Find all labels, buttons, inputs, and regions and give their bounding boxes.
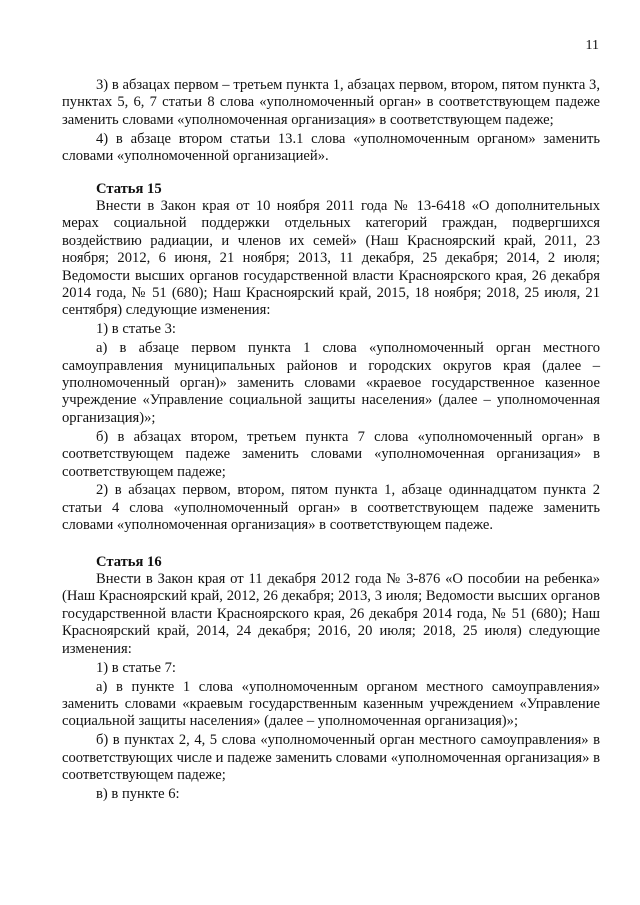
paragraph: Внести в Закон края от 11 декабря 2012 года № 3-876 «О пособии на ребенка» (Наш Красноярский край, 2012, 26 декабря; 2013, 3 июля; Ведомости высших органов государственной власти Красноярского края, 26 декабря 2014 года, № 51 (680); Наш Красноярский край, 2014, 24 декабря; 2016, 20 июля; 2018, 25 июля) следующие изменения: [62, 571, 600, 657]
paragraph: 4) в абзаце втором статьи 13.1 слова «уполномоченным органом» заменить словами «уполномоченной организацией». [62, 130, 600, 165]
paragraph: б) в пунктах 2, 4, 5 слова «уполномоченный орган местного самоуправления» в соответствующих числе и падеже заменить словами «уполномоченная организация» в соответствующем падеже; [62, 732, 600, 784]
page-number: 11 [585, 38, 599, 53]
article-15-title: Статья 15 [96, 180, 162, 197]
paragraph: а) в пункте 1 слова «уполномоченным органом местного самоуправления» заменить словами «краевым государственным казенным учреждением «Управление социальной защиты населения» (далее – уполномоченная организация)»; [62, 678, 600, 730]
paragraph: 3) в абзацах первом – третьем пункта 1, абзацах первом, втором, пятом пункта 3, пунктах 5, 6, 7 статьи 8 слова «уполномоченный орган» в соответствующем падеже заменить словами «уполномоченная организация» в соответствующем падеже; [62, 77, 600, 128]
paragraph: 1) в статье 7: [96, 659, 176, 676]
paragraph: в) в пункте 6: [96, 785, 180, 802]
paragraph: 2) в абзацах первом, втором, пятом пункта 1, абзаце одиннадцатом пункта 2 статьи 4 слова «уполномоченный орган» в соответствующем падеже заменить словами «уполномоченная организация» в соответствующем падеже. [62, 482, 600, 534]
document-body [62, 77, 600, 805]
paragraph: Внести в Закон края от 10 ноября 2011 года № 13-6418 «О дополнительных мерах социальной поддержки отдельных категорий граждан, подвергшихся воздействию радиации, и членов их семей» (Наш Красноярский край, 2011, 23 ноября; 2012, 6 июня, 21 ноября; 2013, 11 декабря, 25 декабря; 2014, 2 июля; Ведомости высших органов государственной власти Красноярского края, 26 декабря 2014 года, № 51 (680); Наш Красноярский край, 2015, 18 ноября; 2018, 25 июля, 21 сентября) следующие изменения: [62, 197, 600, 319]
paragraph: 1) в статье 3: [96, 321, 176, 338]
paragraph: б) в абзацах втором, третьем пункта 7 слова «уполномоченный орган» в соответствующем падеже заменить словами «уполномоченная организация» в соответствующем падеже; [62, 428, 600, 480]
article-16-title: Статья 16 [96, 553, 162, 570]
paragraph: а) в абзаце первом пункта 1 слова «уполномоченный орган местного самоуправления муниципальных районов и городских округов края (далее – уполномоченный орган)» заменить словами «краевое государственное казенное учреждение «Управление социальной защиты населения» (далее – уполномоченная организация)»; [62, 340, 600, 426]
